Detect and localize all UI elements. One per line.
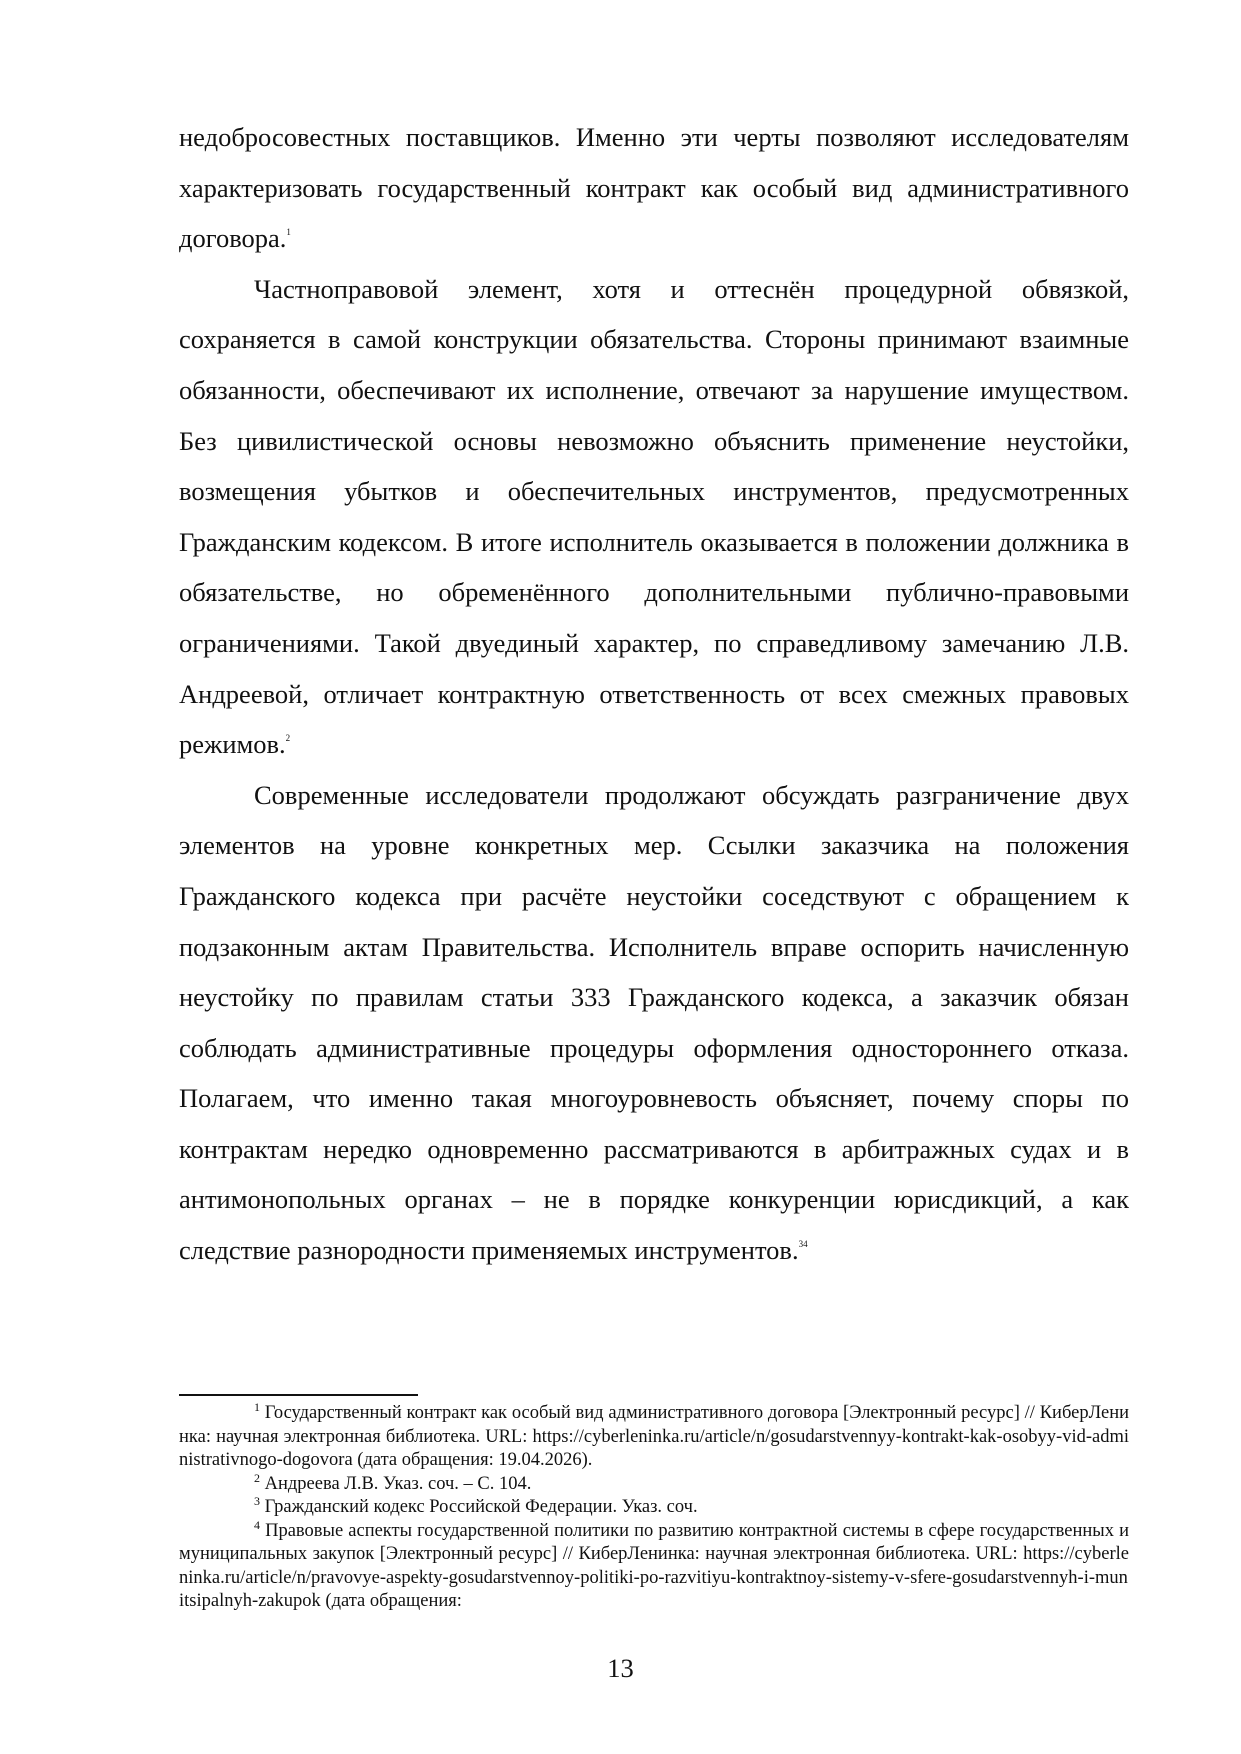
footnote-text: Гражданский кодекс Российской Федерации. Указ. соч. (264, 1497, 698, 1517)
footnote-text: Андреева Л.В. Указ. соч. – С. 104. (264, 1473, 532, 1494)
page-number: 13 (607, 1653, 634, 1683)
footnote-number: 3 (254, 1494, 260, 1508)
footnote-2 (179, 1470, 1129, 1497)
paragraph-private-law-element (179, 264, 1129, 770)
footnote-reference[interactable]: 1 (286, 227, 291, 238)
footnote-reference[interactable]: 2 (285, 733, 291, 744)
paragraph-text: недобросовестных поставщиков. Именно эти черты позволяют исследователям характеризовать государственный контракт как особый вид административного договора. (179, 122, 1129, 254)
footnote-4 (179, 1517, 1129, 1614)
footnote-text: Правовые аспекты государственной политики по развитию контрактной системы в сфере государственных и муниципальных закупок [Электронный ресурс] // КиберЛенинка: научная электронная библиотека. URL: https://cyberleninka.ru/article/n/pravovye-aspekty-gosudarstvennoy-politiki-po-razvitiyu-kontraktnoy-sistemy-v-sfere-gosudarstvennyh-i-munitsipalnyh-zakupok (дата обращения: (179, 1520, 1129, 1611)
paragraph-text: Современные исследователи продолжают обсуждать разграничение двух элементов на уровне конкретных мер. Ссылки заказчика на положения Гражданского кодекса при расчёте неустойки соседствуют с обращением к подзаконным актам Правительства. Исполнитель вправе оспорить начисленную неустойку по правилам статьи 333 Гражданского кодекса, а заказчик обязан соблюдать административные процедуры оформления одностороннего отказа. Полагаем, что именно такая многоуровневость объясняет, почему споры по контрактам нередко одновременно рассматриваются в арбитражных судах и в антимонопольных органах – не в порядке конкуренции юрисдикций, а как следствие разнородности применяемых инструментов. (179, 779, 1129, 1266)
paragraph-text: Частноправовой элемент, хотя и оттеснён процедурной обвязкой, сохраняется в самой конструкции обязательства. Стороны принимают взаимные обязанности, обеспечивают их исполнение, отвечают за нарушение имуществом. Без цивилистической основы невозможно объяснить применение неустойки, возмещения убытков и обеспечительных инструментов, предусмотренных Гражданским кодексом. В итоге исполнитель оказывается в положении должника в обязательстве, но обременённого дополнительными публично-правовыми ограничениями. Такой двуединый характер, по справедливому замечанию Л.В. Андреевой, отличает контрактную ответственность от всех смежных правовых режимов. (179, 273, 1129, 760)
footnote-number: 2 (254, 1470, 260, 1485)
footnote-number: 1 (254, 1400, 260, 1414)
footnote-text: Государственный контракт как особый вид административного договора [Электронный ресурс] // КиберЛенинка: научная электронная библиотека. URL: https://cyberleninka.ru/article/n/gosudarstvennyy-kontrakt-kak-osobyy-vid-administrativnogo-dogovora (дата обращения: 19.04.2026). (179, 1403, 1130, 1470)
footnote-3 (179, 1496, 1129, 1520)
paragraph-continuation (179, 112, 1129, 264)
footnotes (179, 1402, 1129, 1614)
footnote-separator (179, 1394, 418, 1396)
footnote-number: 4 (254, 1517, 260, 1532)
footnote-1 (179, 1402, 1129, 1473)
paragraph-modern-researchers (179, 770, 1129, 1276)
body-text (179, 112, 1129, 1276)
footnote-reference[interactable]: 34 (798, 1239, 808, 1250)
